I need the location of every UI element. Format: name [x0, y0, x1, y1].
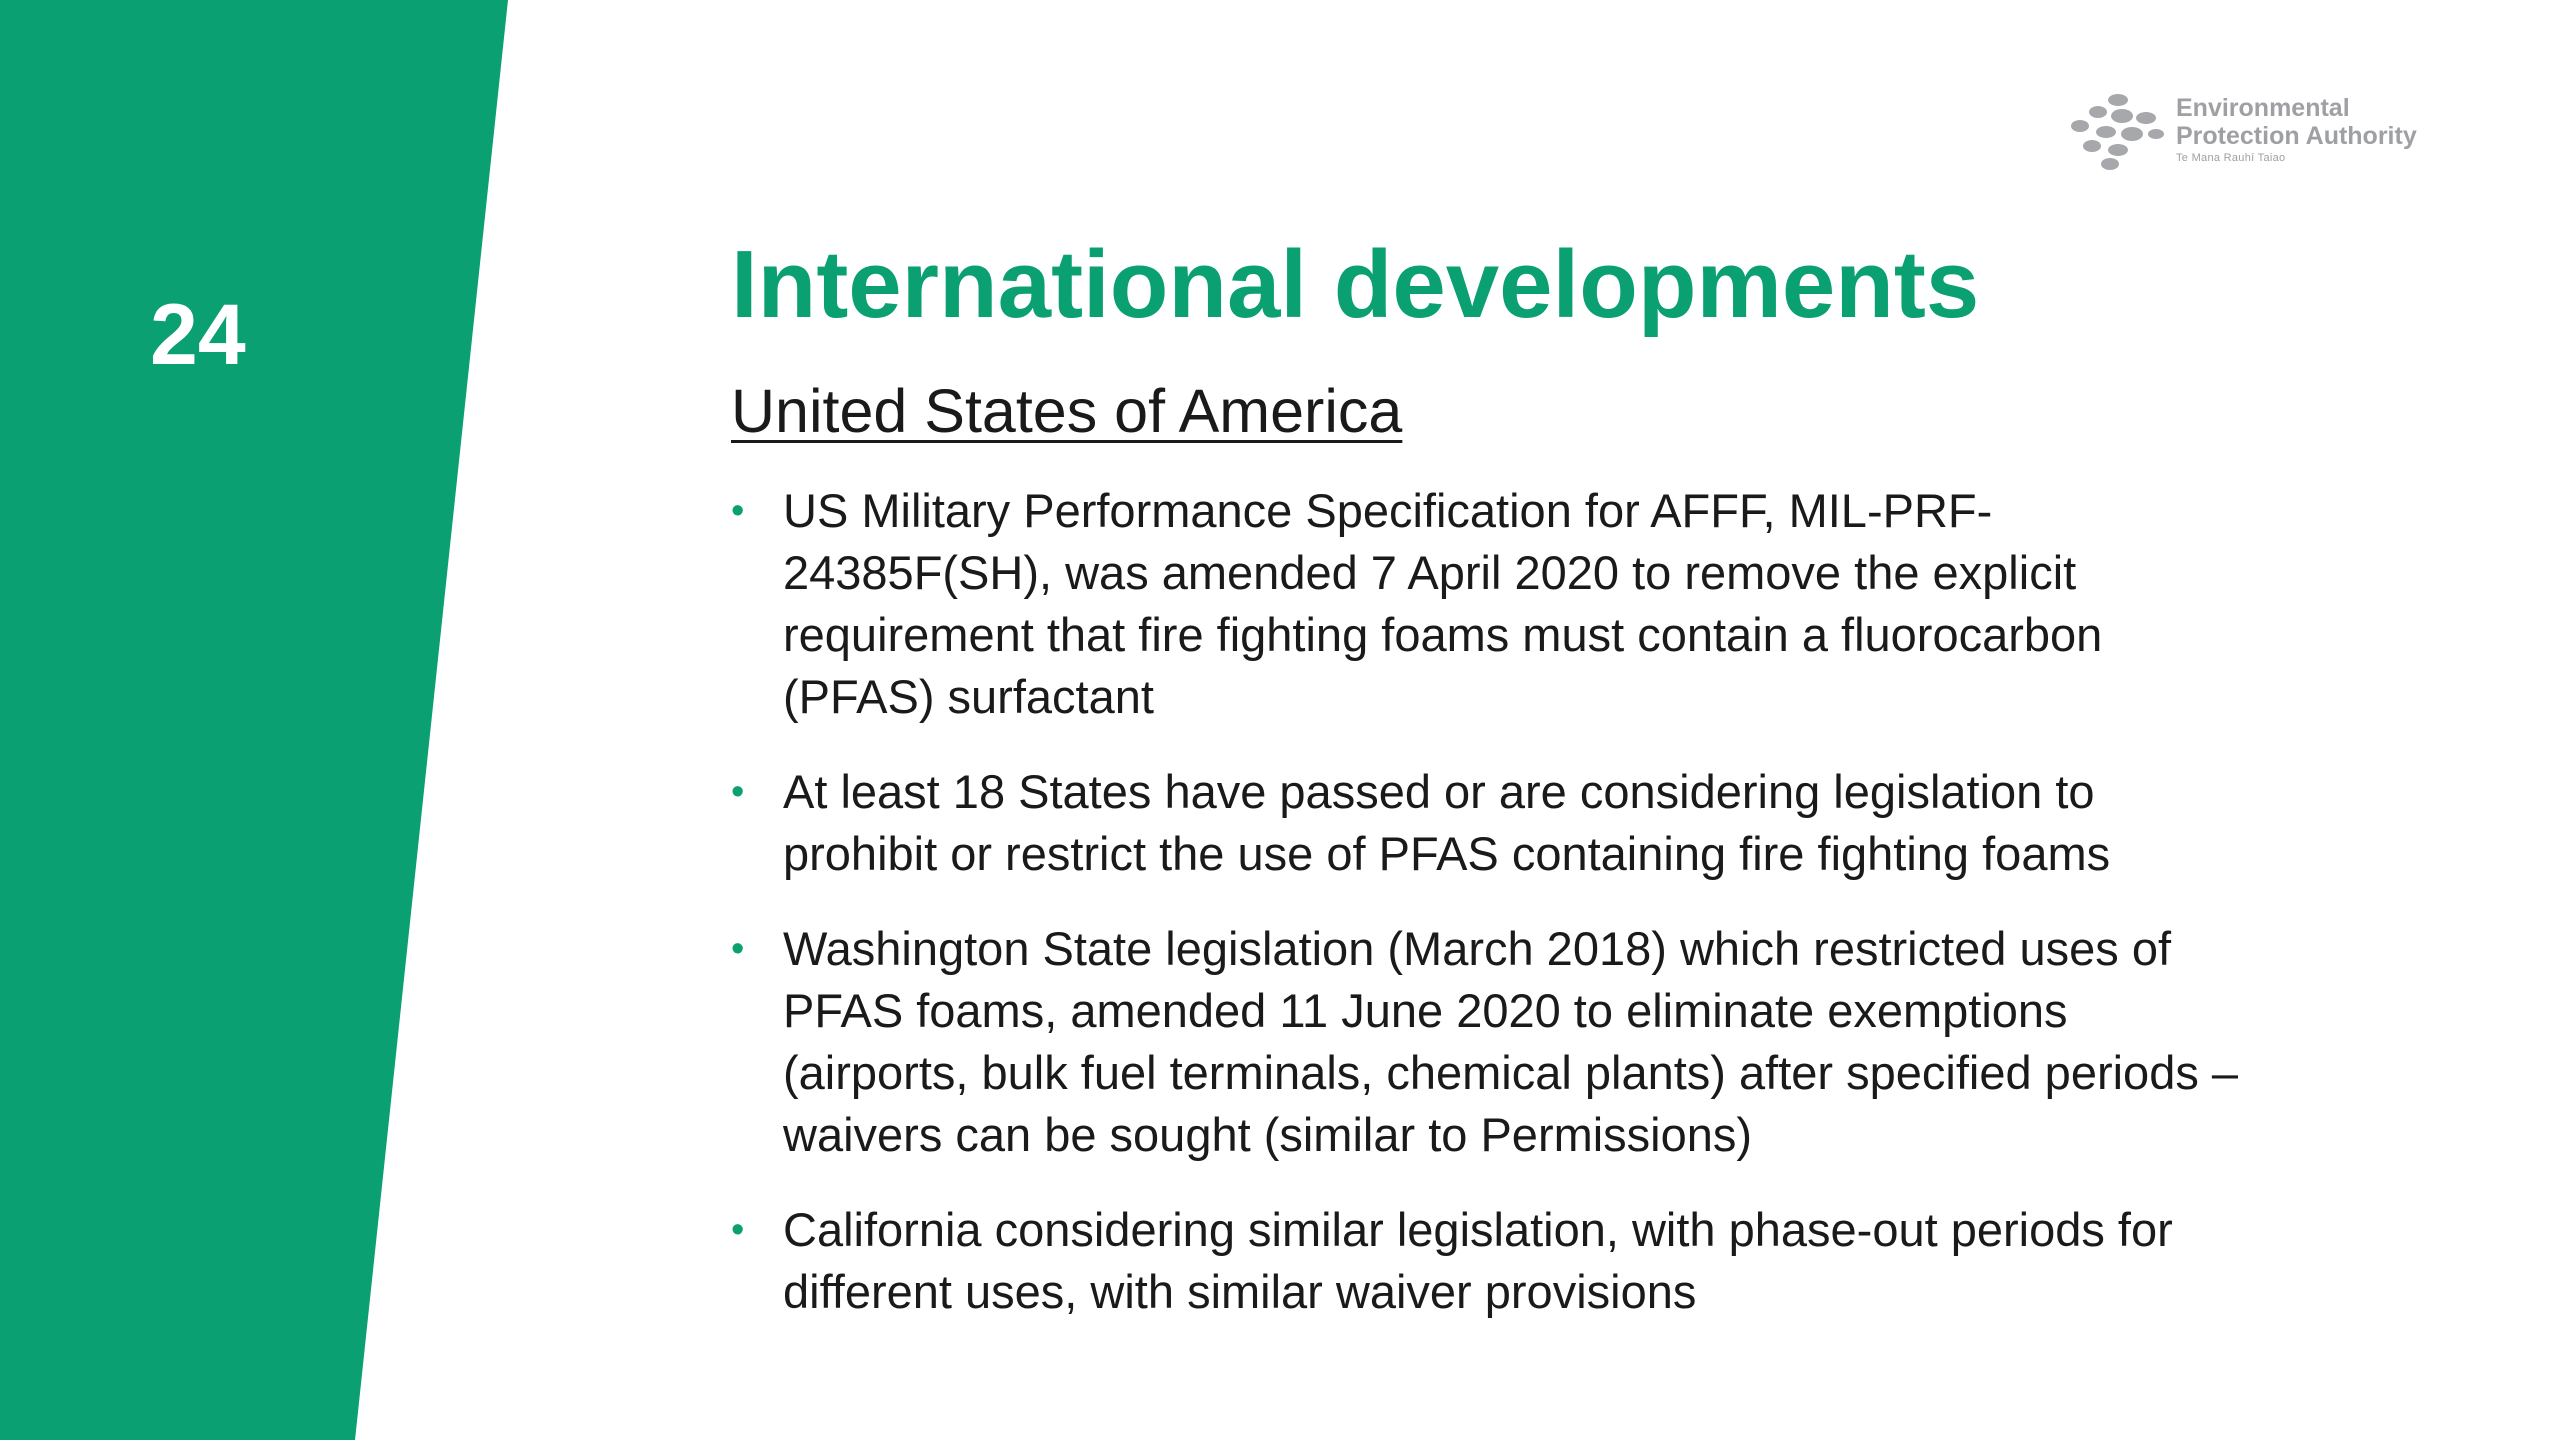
slide-number: 24	[150, 287, 246, 383]
bullet-item	[731, 1199, 2251, 1323]
logo-text	[2176, 94, 2417, 166]
epa-dots-logo-icon	[2070, 92, 2165, 172]
bullet-dot-icon: •	[731, 928, 745, 970]
bullet-text: California considering similar legislation, with phase-out periods for different uses, with similar waiver provisions	[783, 1203, 2173, 1318]
bullet-text: At least 18 States have passed or are considering legislation to prohibit or restrict the use of PFAS containing fire fighting foams	[783, 765, 2111, 880]
bullet-dot-icon: •	[731, 1209, 745, 1251]
slide-subheading: United States of America	[731, 377, 1403, 445]
logo-line-3: Te Mana Rauhī Taiao	[2176, 152, 2286, 164]
slide-title: International developments	[731, 231, 1980, 338]
bullet-item	[731, 480, 2251, 728]
bullet-item	[731, 761, 2251, 885]
bullet-list	[731, 480, 2251, 1356]
bullet-dot-icon: •	[731, 490, 745, 532]
logo-line-1: Environmental	[2176, 94, 2350, 122]
bullet-text: US Military Performance Specification for AFFF, MIL-PRF-24385F(SH), was amended 7 April 2020 to remove the explicit requirement that fire fighting foams must contain a fluorocarbon (PFAS) surfactant	[783, 484, 2103, 723]
logo-line-2: Protection Authority	[2176, 122, 2417, 150]
bullet-item	[731, 918, 2251, 1166]
epa-logo	[2070, 92, 2470, 172]
bullet-text: Washington State legislation (March 2018) which restricted uses of PFAS foams, amended 11 June 2020 to eliminate exemptions (airports, bulk fuel terminals, chemical plants) after specified periods – waivers can be sought (similar to Permissions)	[783, 922, 2239, 1161]
bullet-dot-icon: •	[731, 771, 745, 813]
